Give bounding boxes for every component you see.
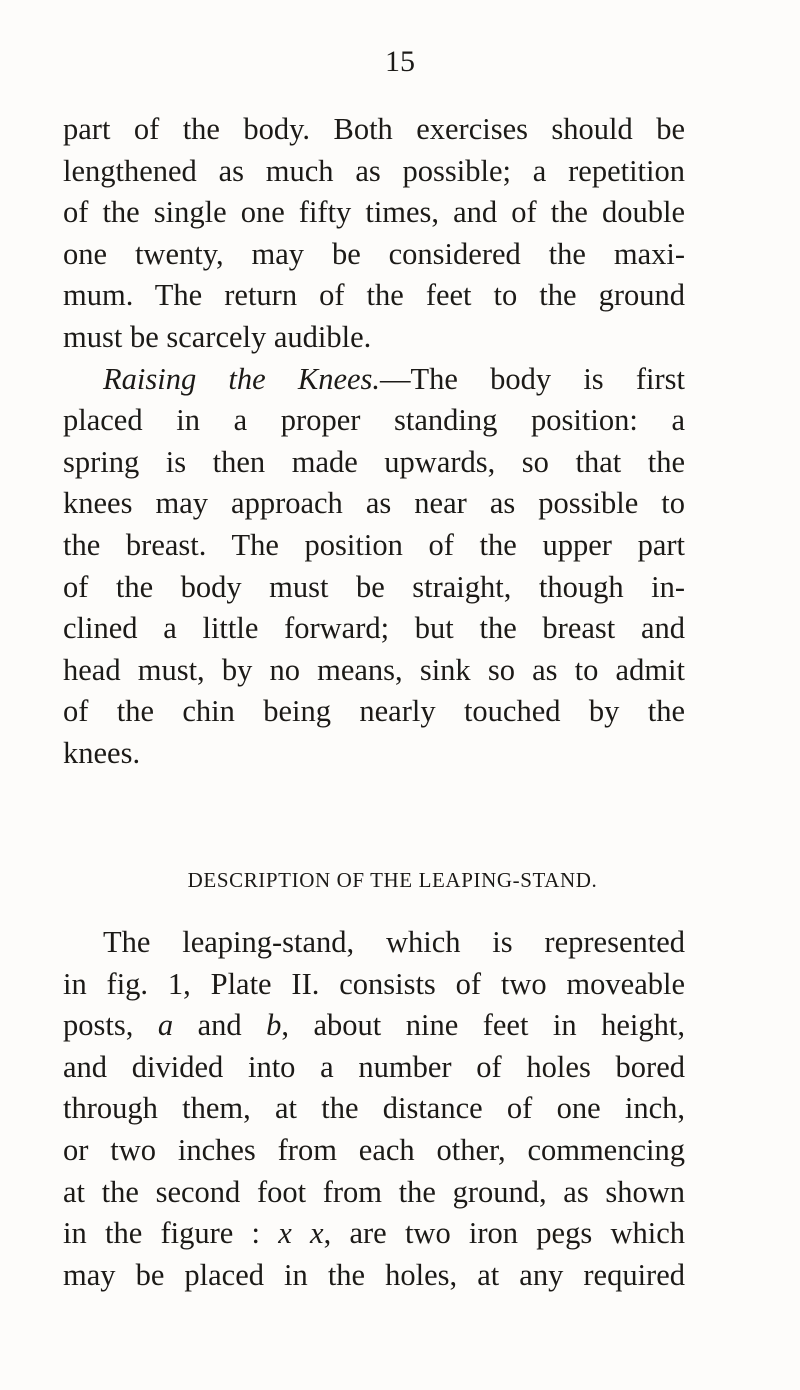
text-line: part of the body. Both exercises should be [63, 112, 685, 146]
section-heading: DESCRIPTION OF THE LEAPING-STAND. [187, 868, 598, 892]
paragraph-leaping-stand [63, 922, 685, 1296]
text-run: and [173, 1008, 267, 1043]
text-line: mum. The return of the feet to the ground [63, 278, 685, 313]
text-line: placed in a proper standing position: a [63, 403, 685, 438]
text-line: of the single one fifty times, and of the double [63, 195, 685, 230]
text-line: knees. [63, 735, 141, 770]
text-run: —The body is first [380, 361, 685, 396]
text-line [63, 1213, 685, 1255]
raising-knees-title: Raising the Knees. [103, 361, 381, 396]
pegs-label: x x [278, 1216, 324, 1251]
text-line: and divided into a number of holes bored [63, 1049, 685, 1084]
text-run: in the figure : [63, 1216, 279, 1251]
text-line: or two inches from each other, commencing [63, 1132, 685, 1167]
text-line: spring is then made upwards, so that the [63, 444, 685, 479]
text-line: may be placed in the holes, at any required [63, 1257, 685, 1292]
text-line: knees may approach as near as possible to [63, 486, 685, 521]
paragraph-raising-knees-first-line [63, 359, 685, 401]
text-line [63, 1005, 685, 1047]
text-line: of the chin being nearly touched by the [63, 694, 685, 729]
text-line: the breast. The position of the upper part [63, 527, 685, 562]
text-line: one twenty, may be considered the maxi- [63, 236, 685, 271]
text-line: through them, at the distance of one inch, [63, 1091, 685, 1126]
page-number: 15 [385, 45, 415, 78]
text-run: , about nine feet in height, [281, 1008, 685, 1043]
text-line: at the second foot from the ground, as shown [63, 1174, 685, 1209]
text-line: clined a little forward; but the breast and [63, 611, 685, 646]
text-line: The leaping-stand, which is represented [103, 925, 685, 959]
text-line: in fig. 1, Plate II. consists of two moveable [63, 966, 685, 1001]
post-a-label: a [157, 1008, 174, 1043]
text-line: must be scarcely audible. [63, 319, 372, 354]
post-b-label: b [266, 1008, 282, 1043]
text-run: , are two iron pegs which [323, 1216, 685, 1251]
text-line: head must, by no means, sink so as to admit [63, 652, 685, 687]
text-run: posts, [63, 1008, 158, 1043]
text-line: lengthened as much as possible; a repetition [63, 153, 685, 188]
paragraph-exercises-continued [63, 109, 685, 775]
text-line: of the body must be straight, though in- [63, 569, 685, 604]
